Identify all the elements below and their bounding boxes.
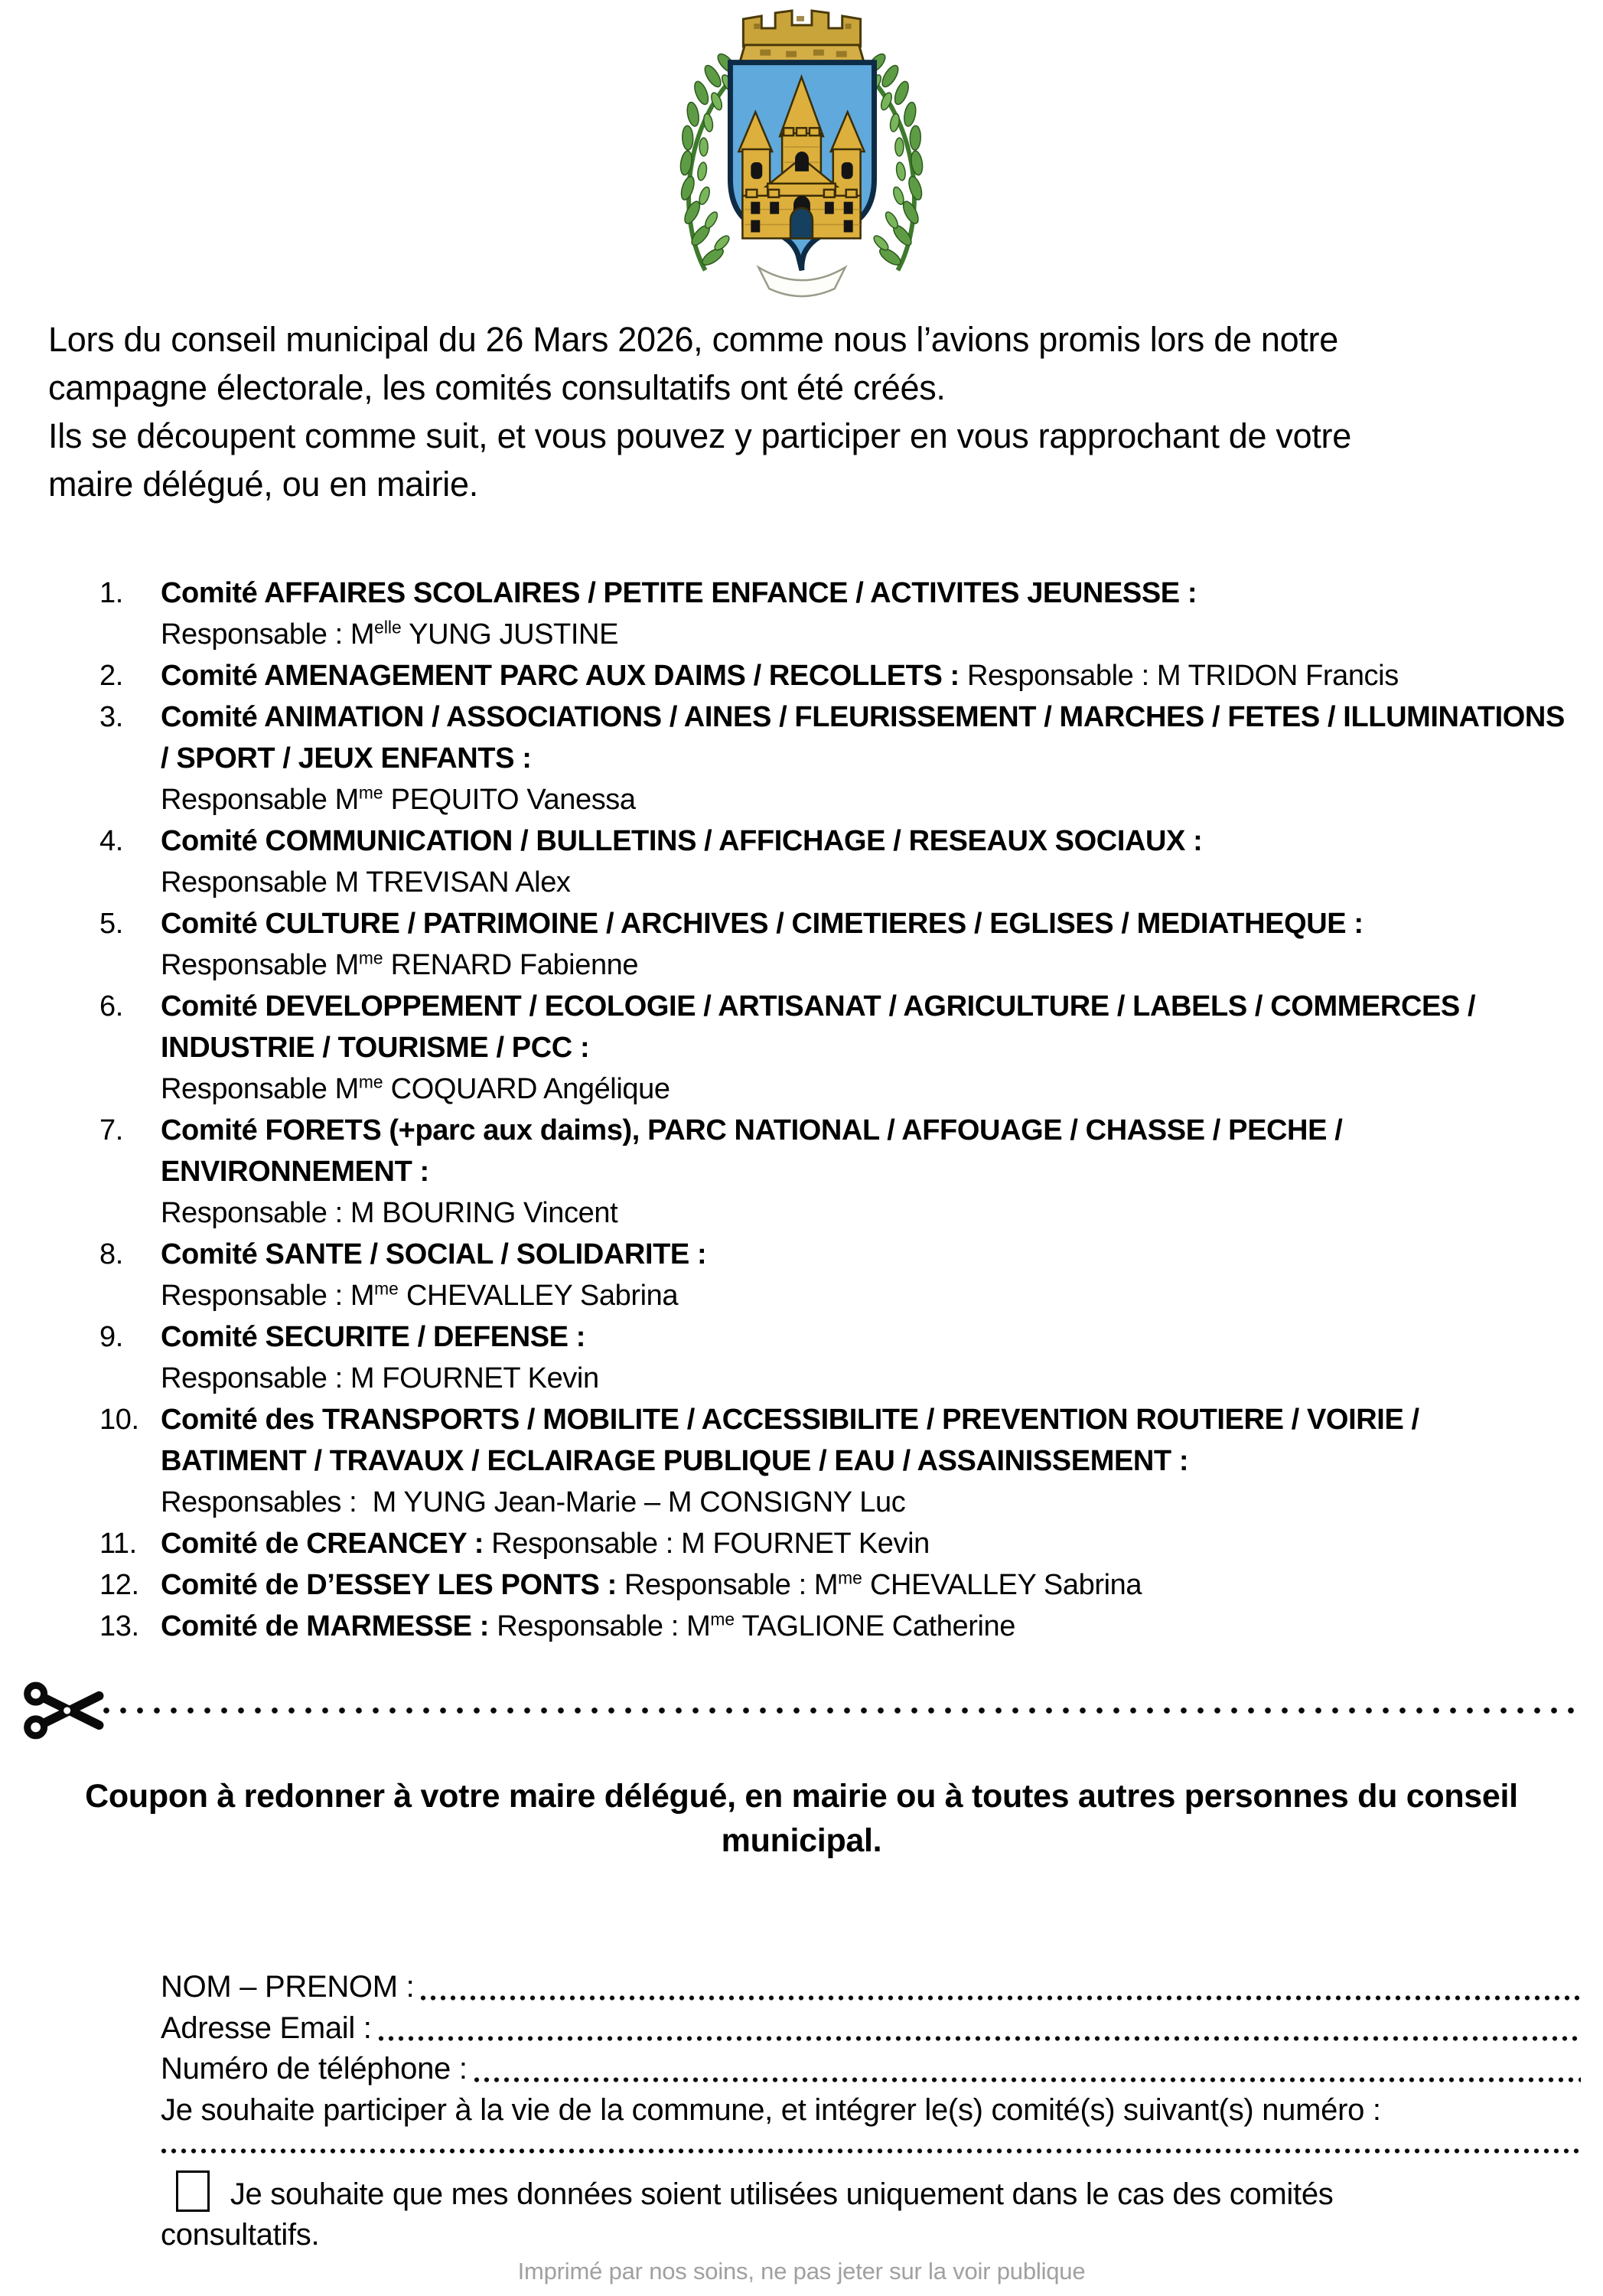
email-label: Adresse Email : xyxy=(161,2011,372,2045)
committee-number: 7. xyxy=(99,1114,123,1146)
committee-title: Comité SECURITE / DEFENSE : xyxy=(161,1321,586,1353)
committee-responsable: Responsable : M TRIDON Francis xyxy=(966,660,1399,692)
committee-title: Comité des TRANSPORTS / MOBILITE / ACCESSIBILITE / PREVENTION ROUTIERE / VOIRIE / BATIMENT / TRAVAUX / ECLAIRAGE PUBLIQUE / EAU / ASSAINISSEMENT : xyxy=(161,1404,1419,1477)
committee-item xyxy=(99,1606,1576,1647)
committee-title: Comité CULTURE / PATRIMOINE / ARCHIVES / CIMETIERES / EGLISES / MEDIATHEQUE : xyxy=(161,908,1364,940)
committee-responsable: Responsable $M^{me}$ PEQUITO Vanessa xyxy=(161,782,636,816)
committee-number: 6. xyxy=(99,990,123,1022)
intro-paragraph xyxy=(48,315,1586,508)
committee-item xyxy=(99,903,1576,986)
committee-item xyxy=(99,1110,1576,1234)
participate-row xyxy=(161,2090,1581,2131)
committee-text xyxy=(161,572,1570,655)
committee-responsable: Responsable M TREVISAN Alex xyxy=(161,866,571,899)
consent-row xyxy=(161,2170,1581,2255)
committee-responsable: Responsable : $M^{me}$ CHEVALLEY Sabrina xyxy=(624,1567,1142,1601)
committee-item xyxy=(99,572,1576,655)
committee-number: 12. xyxy=(99,1569,139,1601)
ribbon xyxy=(758,267,845,296)
committee-number: 8. xyxy=(99,1238,123,1270)
committee-text xyxy=(161,1110,1570,1234)
committee-item xyxy=(99,655,1576,696)
committee-numbers-row xyxy=(161,2131,1581,2161)
committee-number: 2. xyxy=(99,660,123,692)
committee-text xyxy=(161,903,1570,986)
committee-item xyxy=(99,986,1576,1110)
intro-line: maire délégué, ou en mairie. xyxy=(48,465,478,504)
commune-coat-of-arms xyxy=(670,2,933,307)
phone-write-in-line xyxy=(474,2076,1581,2083)
consent-label-line1: Je souhaite que mes données soient utilisées uniquement dans le cas des comités xyxy=(230,2177,1334,2211)
committee-title: Comité SANTE / SOCIAL / SOLIDARITE : xyxy=(161,1238,707,1270)
committee-responsable: Responsable : $M^{elle}$ YUNG JUSTINE xyxy=(161,617,619,651)
committee-title: Comité FORETS (+parc aux daims), PARC NATIONAL / AFFOUAGE / CHASSE / PECHE / ENVIRONNEMENT : xyxy=(161,1114,1343,1188)
name-label: NOM – PRENOM : xyxy=(161,1970,415,2004)
committee-item xyxy=(99,1523,1576,1564)
committee-item xyxy=(99,1234,1576,1316)
committee-item xyxy=(99,1399,1576,1523)
committee-number: 4. xyxy=(99,825,123,857)
committee-text xyxy=(161,1606,1570,1647)
committee-text xyxy=(161,1399,1570,1523)
coupon-heading xyxy=(0,1774,1603,1863)
committee-number: 10. xyxy=(99,1404,139,1436)
committee-text xyxy=(161,1564,1570,1606)
committee-title: Comité de D’ESSEY LES PONTS : xyxy=(161,1569,617,1601)
committee-number: 1. xyxy=(99,577,123,609)
committee-responsable: Responsable : M FOURNET Kevin xyxy=(161,1362,599,1394)
phone-label: Numéro de téléphone : xyxy=(161,2052,468,2086)
committee-title: Comité DEVELOPPEMENT / ECOLOGIE / ARTISANAT / AGRICULTURE / LABELS / COMMERCES / INDUSTRIE / TOURISME / PCC : xyxy=(161,990,1476,1064)
committee-responsable: Responsable : $M^{me}$ CHEVALLEY Sabrina xyxy=(161,1278,679,1312)
phone-row xyxy=(161,2049,1581,2090)
committee-responsable: Responsables : M YUNG Jean-Marie – M CONSIGNY Luc xyxy=(161,1486,906,1518)
committee-text xyxy=(161,696,1570,820)
committee-title: Comité AMENAGEMENT PARC AUX DAIMS / RECOLLETS : xyxy=(161,660,960,692)
committee-title: Comité de MARMESSE : xyxy=(161,1610,490,1642)
intro-line: campagne électorale, les comités consultatifs ont été créés. xyxy=(48,368,946,407)
committee-item xyxy=(99,696,1576,820)
committee-responsable: Responsable : M BOURING Vincent xyxy=(161,1197,618,1229)
committee-item xyxy=(99,1316,1576,1399)
print-footer: Imprimé par nos soins, ne pas jeter sur la voir publique xyxy=(517,2258,1086,2285)
committee-list xyxy=(99,572,1576,1647)
consent-label-line2: consultatifs. xyxy=(161,2218,320,2252)
name-write-in-line xyxy=(420,1994,1581,2001)
committee-item xyxy=(99,1564,1576,1606)
committee-responsable: Responsable : M FOURNET Kevin xyxy=(491,1528,930,1560)
intro-line: Ils se découpent comme suit, et vous pouvez y participer en vous rapprochant de votre xyxy=(48,416,1351,455)
committee-responsable: Responsable $M^{me}$ RENARD Fabienne xyxy=(161,947,639,981)
coupon-form xyxy=(161,1967,1581,2255)
committee-title: Comité COMMUNICATION / BULLETINS / AFFICHAGE / RESEAUX SOCIAUX : xyxy=(161,825,1203,857)
email-write-in-line xyxy=(378,2035,1581,2042)
coupon-heading-line: municipal. xyxy=(721,1822,882,1859)
name-row xyxy=(161,1967,1581,2008)
participate-label: Je souhaite participer à la vie de la commune, et intégrer le(s) comité(s) suivant(s) numéro : xyxy=(161,2092,1381,2127)
committee-title: Comité ANIMATION / ASSOCIATIONS / AINES / FLEURISSEMENT / MARCHES / FETES / ILLUMINATIONS / SPORT / JEUX ENFANTS : xyxy=(161,701,1565,775)
committee-title: Comité de CREANCEY : xyxy=(161,1528,484,1560)
coupon-heading-line: Coupon à redonner à votre maire délégué, en mairie ou à toutes autres personnes du conseil xyxy=(85,1778,1518,1815)
data-consent-checkbox xyxy=(176,2170,210,2212)
committee-text xyxy=(161,986,1570,1110)
committee-responsable: Responsable $M^{me}$ COQUARD Angélique xyxy=(161,1071,670,1105)
committee-text xyxy=(161,655,1570,696)
committee-responsable: Responsable : $M^{me}$ TAGLIONE Catherine xyxy=(497,1609,1015,1642)
scissors-icon xyxy=(21,1679,107,1742)
committee-number: 3. xyxy=(99,701,123,733)
cut-here-line xyxy=(21,1678,1582,1743)
committee-title: Comité AFFAIRES SCOLAIRES / PETITE ENFANCE / ACTIVITES JEUNESSE : xyxy=(161,577,1197,609)
committee-number: 5. xyxy=(99,908,123,940)
committee-text xyxy=(161,820,1570,903)
committee-text xyxy=(161,1316,1570,1399)
committee-item xyxy=(99,820,1576,903)
committee-number: 13. xyxy=(99,1610,139,1642)
committee-text xyxy=(161,1523,1570,1564)
committee-number: 11. xyxy=(99,1528,137,1560)
committee-text xyxy=(161,1234,1570,1316)
cut-dotted-line xyxy=(103,1707,1582,1714)
email-row xyxy=(161,2008,1581,2050)
committee-number: 9. xyxy=(99,1321,123,1353)
intro-line: Lors du conseil municipal du 26 Mars 2026, comme nous l’avions promis lors de notre xyxy=(48,320,1338,359)
committee-numbers-write-in-line xyxy=(161,2148,1581,2154)
